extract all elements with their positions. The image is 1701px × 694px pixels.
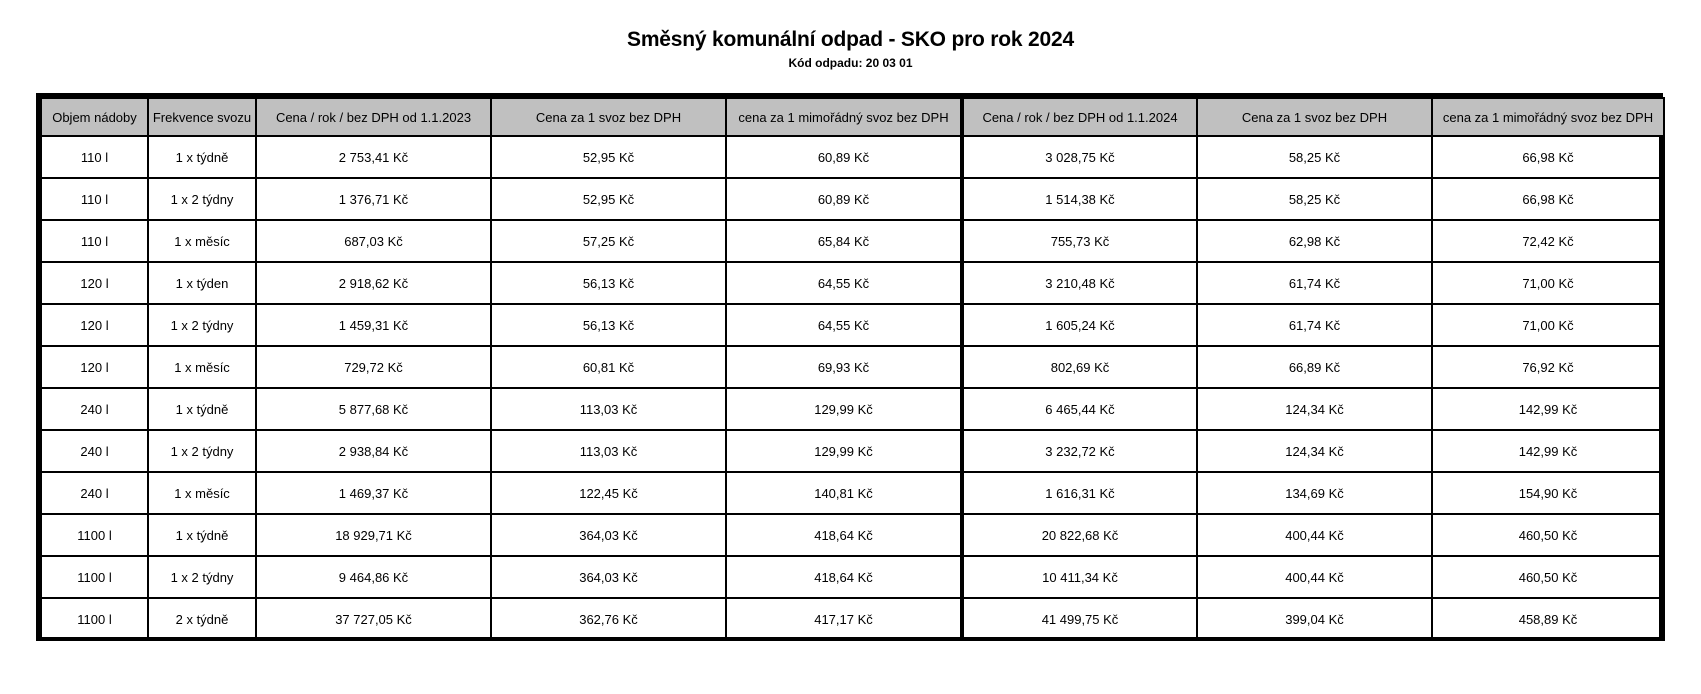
cell-extra-pickup-2023: 129,99 Kč <box>726 430 962 472</box>
table-row <box>41 304 1664 346</box>
table-row <box>41 430 1664 472</box>
cell-per-pickup-2023: 57,25 Kč <box>491 220 726 262</box>
waste-code-subtitle: Kód odpadu: 20 03 01 <box>788 56 913 70</box>
cell-annual-2023: 2 753,41 Kč <box>256 136 491 178</box>
cell-frequency: 1 x 2 týdny <box>148 304 256 346</box>
price-table <box>40 97 1665 641</box>
cell-frequency: 1 x týdně <box>148 388 256 430</box>
col-header-extra-pickup-2024: cena za 1 mimořádný svoz bez DPH <box>1432 98 1664 136</box>
cell-per-pickup-2024: 134,69 Kč <box>1197 472 1432 514</box>
cell-extra-pickup-2023: 64,55 Kč <box>726 262 962 304</box>
cell-per-pickup-2024: 61,74 Kč <box>1197 304 1432 346</box>
table-header-row <box>41 98 1664 136</box>
col-header-per-pickup-2024: Cena za 1 svoz bez DPH <box>1197 98 1432 136</box>
cell-annual-2023: 687,03 Kč <box>256 220 491 262</box>
cell-extra-pickup-2024: 72,42 Kč <box>1432 220 1664 262</box>
cell-annual-2023: 18 929,71 Kč <box>256 514 491 556</box>
cell-extra-pickup-2024: 460,50 Kč <box>1432 556 1664 598</box>
cell-annual-2024: 1 514,38 Kč <box>962 178 1197 220</box>
cell-extra-pickup-2024: 142,99 Kč <box>1432 388 1664 430</box>
cell-annual-2024: 755,73 Kč <box>962 220 1197 262</box>
cell-extra-pickup-2024: 66,98 Kč <box>1432 178 1664 220</box>
cell-annual-2024: 10 411,34 Kč <box>962 556 1197 598</box>
cell-extra-pickup-2024: 460,50 Kč <box>1432 514 1664 556</box>
cell-extra-pickup-2023: 418,64 Kč <box>726 514 962 556</box>
table-row <box>41 136 1664 178</box>
cell-per-pickup-2024: 61,74 Kč <box>1197 262 1432 304</box>
table-row <box>41 598 1664 640</box>
table-row <box>41 388 1664 430</box>
table-row <box>41 514 1664 556</box>
table-row <box>41 220 1664 262</box>
cell-per-pickup-2024: 400,44 Kč <box>1197 514 1432 556</box>
cell-annual-2024: 1 616,31 Kč <box>962 472 1197 514</box>
cell-per-pickup-2023: 56,13 Kč <box>491 304 726 346</box>
cell-annual-2024: 3 210,48 Kč <box>962 262 1197 304</box>
cell-per-pickup-2023: 52,95 Kč <box>491 136 726 178</box>
cell-extra-pickup-2023: 129,99 Kč <box>726 388 962 430</box>
cell-volume: 120 l <box>41 346 148 388</box>
col-header-annual-2024: Cena / rok / bez DPH od 1.1.2024 <box>962 98 1197 136</box>
cell-extra-pickup-2023: 60,89 Kč <box>726 178 962 220</box>
cell-volume: 110 l <box>41 178 148 220</box>
cell-annual-2023: 2 918,62 Kč <box>256 262 491 304</box>
col-header-per-pickup-2023: Cena za 1 svoz bez DPH <box>491 98 726 136</box>
cell-volume: 110 l <box>41 136 148 178</box>
table-row <box>41 346 1664 388</box>
cell-per-pickup-2024: 124,34 Kč <box>1197 430 1432 472</box>
col-header-annual-2023: Cena / rok / bez DPH od 1.1.2023 <box>256 98 491 136</box>
table-row <box>41 556 1664 598</box>
cell-annual-2023: 1 459,31 Kč <box>256 304 491 346</box>
col-header-extra-pickup-2023: cena za 1 mimořádný svoz bez DPH <box>726 98 962 136</box>
cell-frequency: 1 x týden <box>148 262 256 304</box>
cell-extra-pickup-2023: 140,81 Kč <box>726 472 962 514</box>
cell-per-pickup-2023: 364,03 Kč <box>491 514 726 556</box>
cell-annual-2023: 1 376,71 Kč <box>256 178 491 220</box>
cell-frequency: 1 x 2 týdny <box>148 178 256 220</box>
cell-frequency: 1 x týdně <box>148 136 256 178</box>
table-row <box>41 178 1664 220</box>
cell-per-pickup-2023: 364,03 Kč <box>491 556 726 598</box>
cell-per-pickup-2023: 122,45 Kč <box>491 472 726 514</box>
cell-annual-2024: 6 465,44 Kč <box>962 388 1197 430</box>
cell-per-pickup-2024: 400,44 Kč <box>1197 556 1432 598</box>
cell-extra-pickup-2024: 76,92 Kč <box>1432 346 1664 388</box>
cell-per-pickup-2024: 62,98 Kč <box>1197 220 1432 262</box>
cell-extra-pickup-2024: 458,89 Kč <box>1432 598 1664 640</box>
cell-volume: 240 l <box>41 472 148 514</box>
col-header-frequency: Frekvence svozu <box>148 98 256 136</box>
cell-annual-2023: 1 469,37 Kč <box>256 472 491 514</box>
cell-per-pickup-2023: 60,81 Kč <box>491 346 726 388</box>
cell-frequency: 1 x týdně <box>148 514 256 556</box>
cell-extra-pickup-2023: 65,84 Kč <box>726 220 962 262</box>
cell-annual-2024: 41 499,75 Kč <box>962 598 1197 640</box>
cell-frequency: 2 x týdně <box>148 598 256 640</box>
cell-extra-pickup-2024: 154,90 Kč <box>1432 472 1664 514</box>
cell-volume: 1100 l <box>41 598 148 640</box>
cell-volume: 240 l <box>41 388 148 430</box>
cell-volume: 1100 l <box>41 514 148 556</box>
cell-annual-2024: 3 232,72 Kč <box>962 430 1197 472</box>
cell-frequency: 1 x měsíc <box>148 346 256 388</box>
cell-annual-2024: 802,69 Kč <box>962 346 1197 388</box>
cell-extra-pickup-2023: 60,89 Kč <box>726 136 962 178</box>
cell-extra-pickup-2024: 142,99 Kč <box>1432 430 1664 472</box>
cell-volume: 240 l <box>41 430 148 472</box>
cell-annual-2023: 9 464,86 Kč <box>256 556 491 598</box>
cell-frequency: 1 x měsíc <box>148 220 256 262</box>
cell-extra-pickup-2024: 66,98 Kč <box>1432 136 1664 178</box>
cell-annual-2024: 3 028,75 Kč <box>962 136 1197 178</box>
cell-extra-pickup-2023: 64,55 Kč <box>726 304 962 346</box>
cell-per-pickup-2023: 113,03 Kč <box>491 430 726 472</box>
cell-volume: 110 l <box>41 220 148 262</box>
cell-annual-2023: 5 877,68 Kč <box>256 388 491 430</box>
cell-extra-pickup-2023: 417,17 Kč <box>726 598 962 640</box>
col-header-volume: Objem nádoby <box>41 98 148 136</box>
price-table-wrapper <box>36 93 1663 641</box>
cell-per-pickup-2023: 56,13 Kč <box>491 262 726 304</box>
cell-extra-pickup-2023: 69,93 Kč <box>726 346 962 388</box>
cell-per-pickup-2024: 399,04 Kč <box>1197 598 1432 640</box>
cell-per-pickup-2024: 66,89 Kč <box>1197 346 1432 388</box>
cell-frequency: 1 x 2 týdny <box>148 430 256 472</box>
cell-annual-2024: 20 822,68 Kč <box>962 514 1197 556</box>
cell-volume: 1100 l <box>41 556 148 598</box>
table-row <box>41 262 1664 304</box>
cell-frequency: 1 x 2 týdny <box>148 556 256 598</box>
cell-per-pickup-2024: 124,34 Kč <box>1197 388 1432 430</box>
cell-annual-2023: 37 727,05 Kč <box>256 598 491 640</box>
cell-annual-2024: 1 605,24 Kč <box>962 304 1197 346</box>
cell-frequency: 1 x měsíc <box>148 472 256 514</box>
cell-per-pickup-2024: 58,25 Kč <box>1197 136 1432 178</box>
cell-extra-pickup-2024: 71,00 Kč <box>1432 262 1664 304</box>
cell-annual-2023: 729,72 Kč <box>256 346 491 388</box>
cell-per-pickup-2023: 52,95 Kč <box>491 178 726 220</box>
cell-annual-2023: 2 938,84 Kč <box>256 430 491 472</box>
page-title: Směsný komunální odpad - SKO pro rok 2024 <box>627 28 1074 51</box>
cell-extra-pickup-2024: 71,00 Kč <box>1432 304 1664 346</box>
cell-volume: 120 l <box>41 304 148 346</box>
cell-per-pickup-2024: 58,25 Kč <box>1197 178 1432 220</box>
cell-extra-pickup-2023: 418,64 Kč <box>726 556 962 598</box>
cell-volume: 120 l <box>41 262 148 304</box>
cell-per-pickup-2023: 113,03 Kč <box>491 388 726 430</box>
cell-per-pickup-2023: 362,76 Kč <box>491 598 726 640</box>
table-body <box>41 136 1664 640</box>
table-row <box>41 472 1664 514</box>
